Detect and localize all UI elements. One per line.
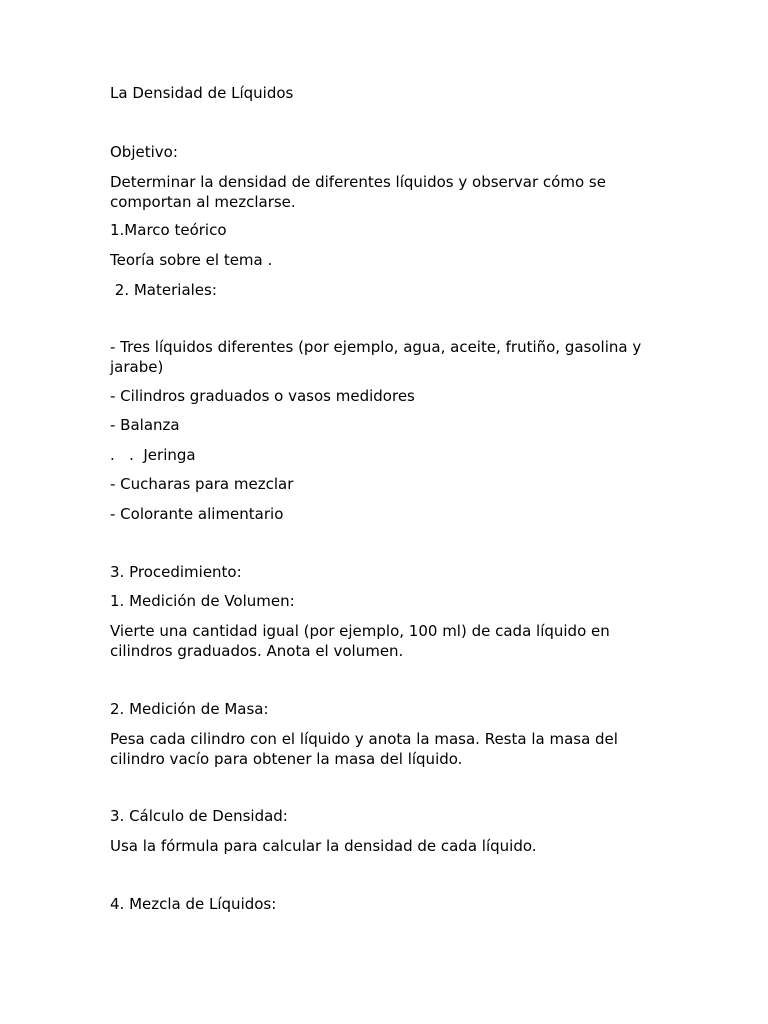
document-title: La Densidad de Líquidos <box>110 84 294 102</box>
material-item: - Tres líquidos diferentes (por ejemplo, agua, aceite, frutiño, gasolina y jarabe) <box>110 338 647 376</box>
step-4-heading: 4. Mezcla de Líquidos: <box>110 895 277 913</box>
section-2-heading: 2. Materiales: <box>110 281 217 299</box>
section-1-text: Teoría sobre el tema . <box>110 251 273 269</box>
material-item: - Cilindros graduados o vasos medidores <box>110 387 415 405</box>
section-3-heading: 3. Procedimiento: <box>110 563 242 581</box>
material-item: - Cucharas para mezclar <box>110 475 294 493</box>
step-1-heading: 1. Medición de Volumen: <box>110 592 295 610</box>
step-2-text: Pesa cada cilindro con el líquido y anota la masa. Resta la masa del cilindro vacío para obtener la masa del líquido. <box>110 730 623 768</box>
material-item: - Balanza <box>110 416 180 434</box>
step-3-heading: 3. Cálculo de Densidad: <box>110 807 288 825</box>
material-item: . . Jeringa <box>110 446 196 464</box>
objective-heading: Objetivo: <box>110 143 178 161</box>
objective-text: Determinar la densidad de diferentes líquidos y observar cómo se comportan al mezclarse. <box>110 173 611 211</box>
step-2-heading: 2. Medición de Masa: <box>110 700 269 718</box>
section-1-heading: 1.Marco teórico <box>110 221 227 239</box>
step-3-text: Usa la fórmula para calcular la densidad de cada líquido. <box>110 837 537 855</box>
material-item: - Colorante alimentario <box>110 505 284 523</box>
step-1-text: Vierte una cantidad igual (por ejemplo, 100 ml) de cada líquido en cilindros graduados. Anota el volumen. <box>110 622 615 660</box>
